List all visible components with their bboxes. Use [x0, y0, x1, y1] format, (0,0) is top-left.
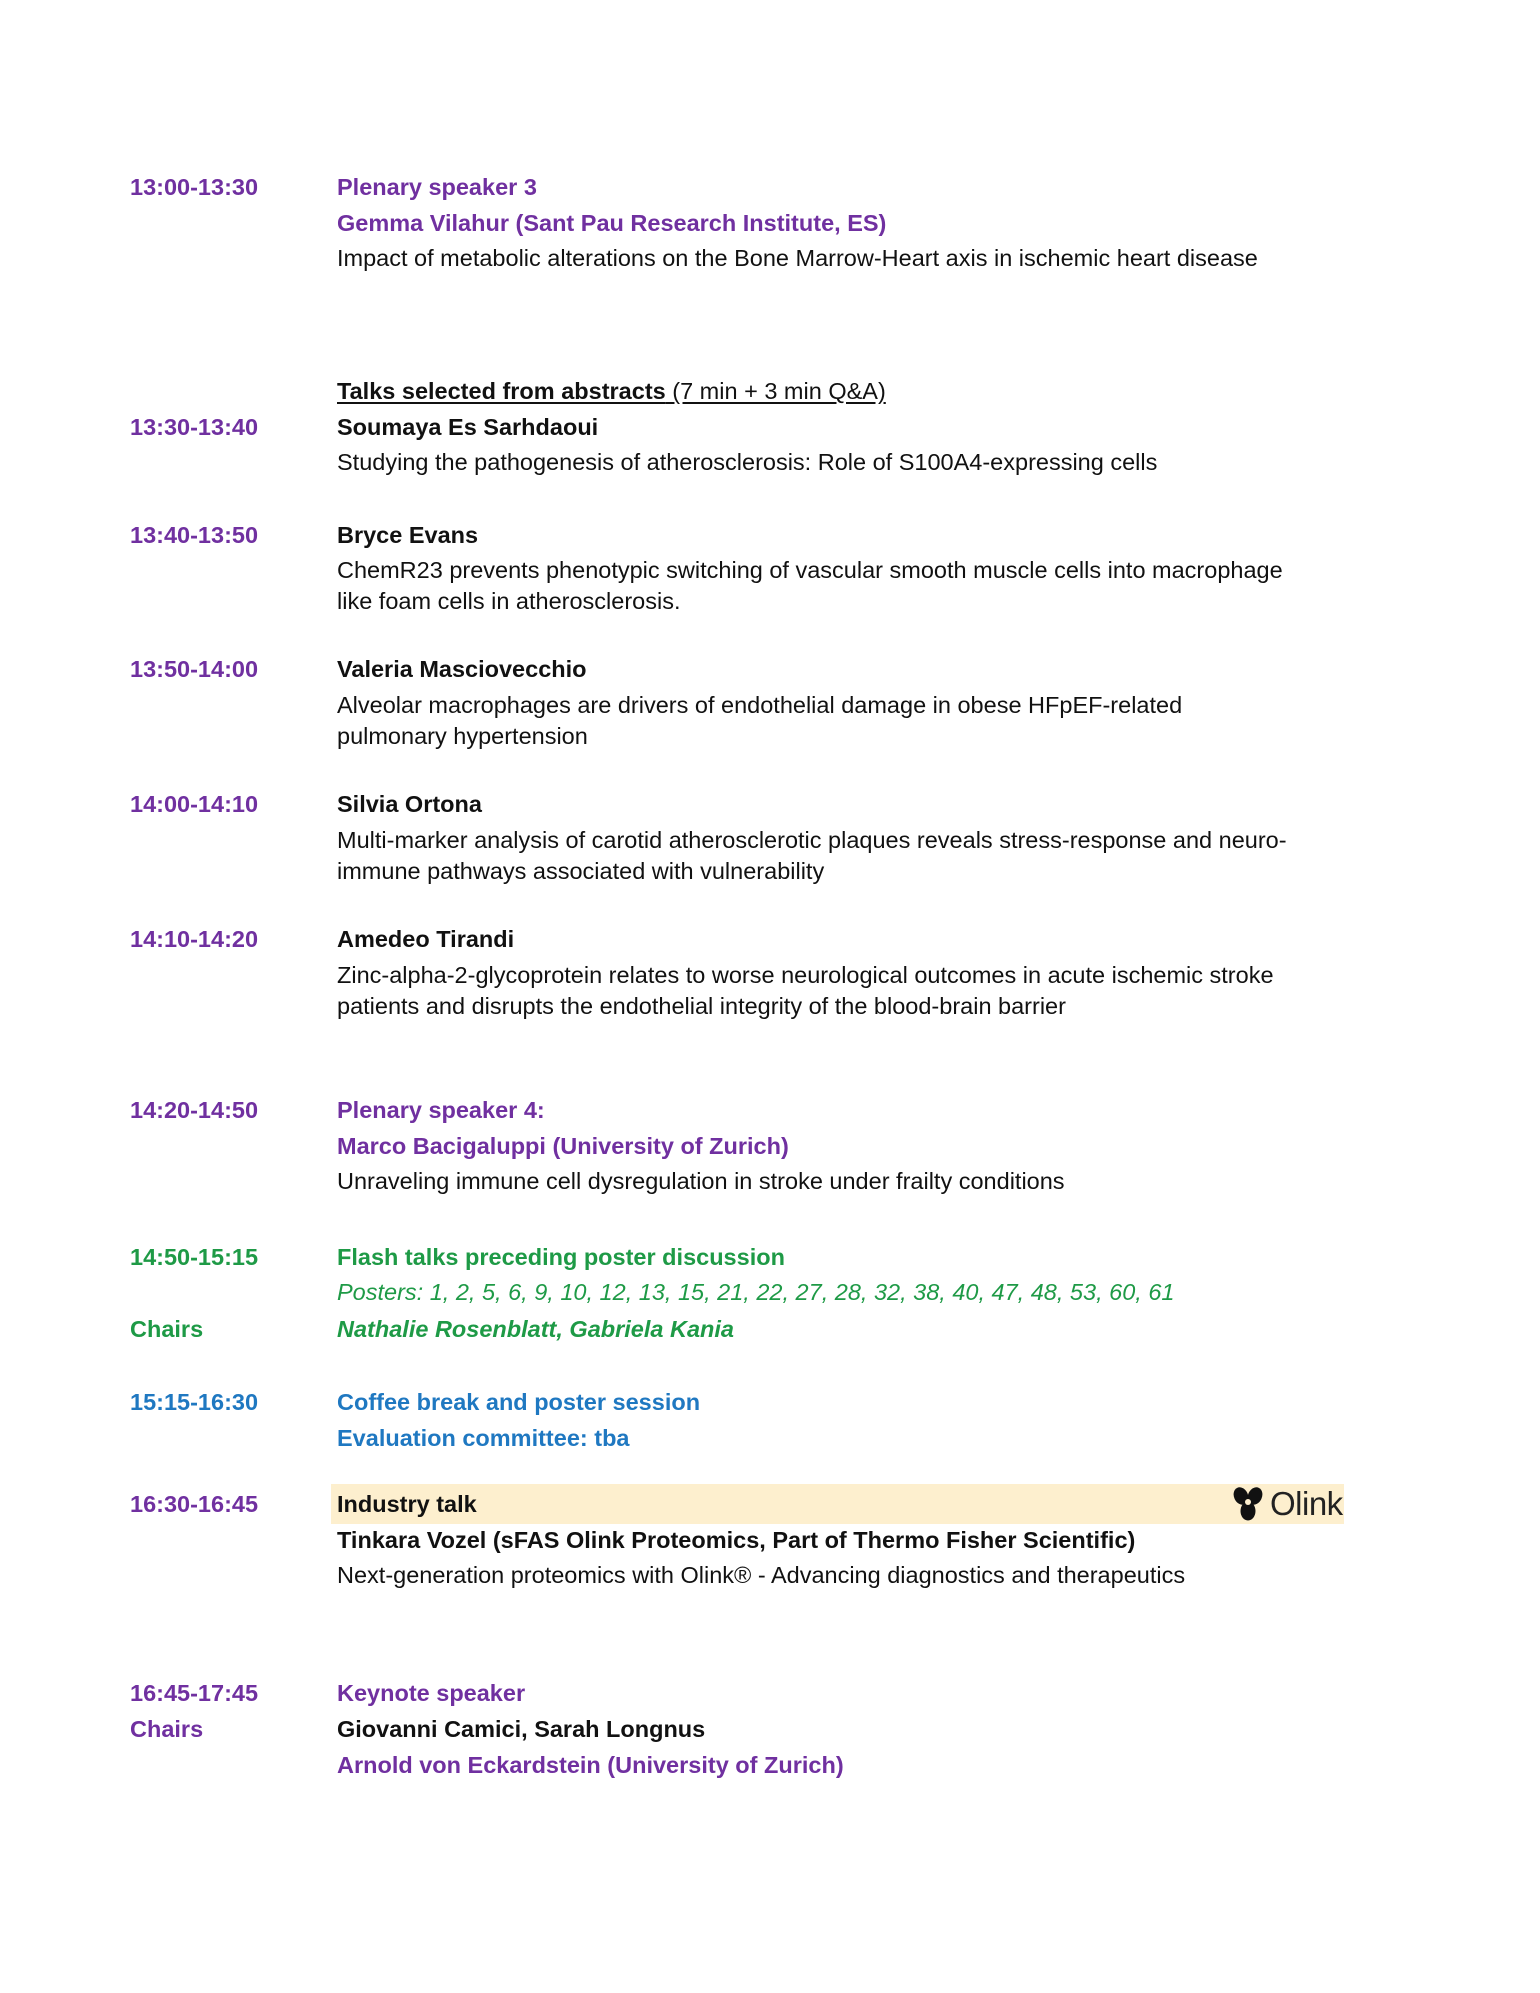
talks-header-label: Talks selected from abstracts	[337, 378, 666, 404]
plenary4-speaker: Marco Bacigaluppi (University of Zurich)	[337, 1133, 789, 1159]
keynote-chairs: Giovanni Camici, Sarah Longnus	[337, 1716, 706, 1742]
talk-title-line: patients and disrupts the endothelial integrity of the blood-brain barrier	[337, 993, 1066, 1019]
talk-time: 13:50-14:00	[130, 656, 259, 682]
talk-time: 13:30-13:40	[130, 414, 259, 440]
industry-heading: Industry talk	[337, 1491, 477, 1517]
keynote-chairs-label: Chairs	[130, 1716, 204, 1742]
industry-highlight-bar	[331, 1484, 1344, 1524]
plenary4-title: Unraveling immune cell dysregulation in stroke under frailty conditions	[337, 1168, 1065, 1194]
plenary4-heading: Plenary speaker 4:	[337, 1097, 545, 1123]
plenary3-time: 13:00-13:30	[130, 174, 259, 200]
flash-chairs-label: Chairs	[130, 1316, 204, 1342]
industry-time: 16:30-16:45	[130, 1491, 259, 1517]
talk-speaker: Silvia Ortona	[337, 791, 482, 817]
industry-speaker: Tinkara Vozel (sFAS Olink Proteomics, Part of Thermo Fisher Scientific)	[337, 1527, 1136, 1553]
talk-title-line: Studying the pathogenesis of atherosclerosis: Role of S100A4-expressing cells	[337, 449, 1158, 475]
talk-time: 14:00-14:10	[130, 791, 259, 817]
talk-speaker: Amedeo Tirandi	[337, 926, 515, 952]
keynote-time: 16:45-17:45	[130, 1680, 259, 1706]
talks-header	[337, 376, 886, 406]
flash-posters: Posters: 1, 2, 5, 6, 9, 10, 12, 13, 15, 21, 22, 27, 28, 32, 38, 40, 47, 48, 53, 60, 61	[337, 1279, 1175, 1305]
talk-speaker: Valeria Masciovecchio	[337, 656, 587, 682]
coffee-time: 15:15-16:30	[130, 1389, 259, 1415]
olink-logo	[1232, 1484, 1343, 1524]
keynote-speaker: Arnold von Eckardstein (University of Zurich)	[337, 1752, 844, 1778]
talk-title-line: Alveolar macrophages are drivers of endothelial damage in obese HFpEF-related	[337, 692, 1183, 718]
plenary3-heading: Plenary speaker 3	[337, 174, 537, 200]
talk-speaker: Bryce Evans	[337, 522, 479, 548]
coffee-committee: Evaluation committee: tba	[337, 1425, 630, 1451]
plenary4-time: 14:20-14:50	[130, 1097, 259, 1123]
talk-title-line: like foam cells in atherosclerosis.	[337, 588, 681, 614]
talk-title-line: Zinc-alpha-2-glycoprotein relates to worse neurological outcomes in acute ischemic stroke	[337, 962, 1274, 988]
talk-time: 14:10-14:20	[130, 926, 259, 952]
flash-chairs: Nathalie Rosenblatt, Gabriela Kania	[337, 1316, 734, 1342]
keynote-heading: Keynote speaker	[337, 1680, 526, 1706]
talk-title-line: ChemR23 prevents phenotypic switching of vascular smooth muscle cells into macrophage	[337, 557, 1283, 583]
talk-title-line: Multi-marker analysis of carotid atherosclerotic plaques reveals stress-response and neuro-	[337, 827, 1287, 853]
talks-header-note: (7 min + 3 min Q&A)	[665, 378, 886, 404]
coffee-heading: Coffee break and poster session	[337, 1389, 701, 1415]
flash-heading: Flash talks preceding poster discussion	[337, 1244, 785, 1270]
olink-logo-text: Olink	[1270, 1485, 1343, 1522]
talk-speaker: Soumaya Es Sarhdaoui	[337, 414, 599, 440]
talk-time: 13:40-13:50	[130, 522, 259, 548]
olink-petal-icon	[1232, 1486, 1264, 1522]
plenary3-speaker: Gemma Vilahur (Sant Pau Research Institute, ES)	[337, 210, 887, 236]
talk-title-line: pulmonary hypertension	[337, 723, 588, 749]
talk-title-line: immune pathways associated with vulnerability	[337, 858, 825, 884]
flash-time: 14:50-15:15	[130, 1244, 259, 1270]
industry-title: Next-generation proteomics with Olink® - Advancing diagnostics and therapeutics	[337, 1562, 1186, 1588]
plenary3-title: Impact of metabolic alterations on the Bone Marrow-Heart axis in ischemic heart disease	[337, 245, 1258, 271]
